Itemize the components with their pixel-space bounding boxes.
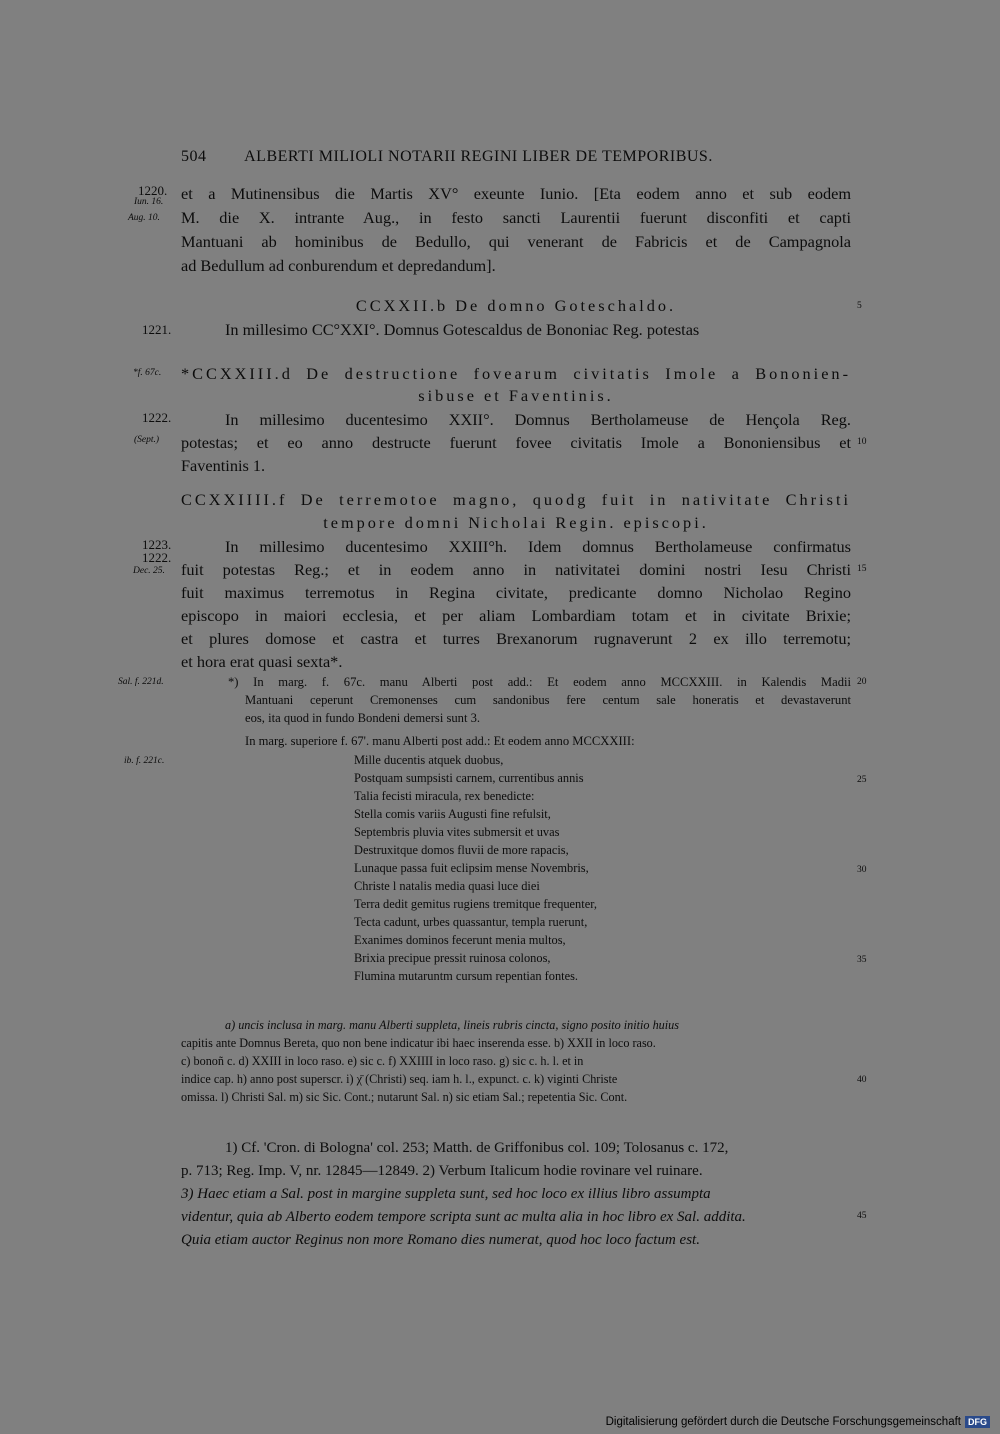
line-number: 45 [857,1211,867,1221]
verse-line: Terra dedit gemitus rugiens tremitque frequenter, [354,897,597,911]
chapter-heading: *CCXXIII.d De destructione fovearum civitatis Imole a Bononien- [181,364,851,383]
dfg-credit-text: Digitalisierung gefördert durch die Deutsche Forschungsgemeinschaft [605,1416,961,1428]
verse-line: Destruxitque domos fluvii de more rapacis, [354,843,569,857]
apparatus-line: capitis ante Domnus Bereta, quo non bene indicatur ibi haec inserenda esse. b) XXII in loco raso. [181,1036,656,1050]
note-line: eos, ita quod in fundo Bondeni demersi sunt 3. [245,711,481,725]
apparatus-line: c) bonoñ c. d) XXIII in loco raso. e) sic c. f) XXIIII in loco raso. g) sic c. h. l. et in [181,1054,584,1068]
text-line: potestas; et eo anno destructe fuerunt fovee civitatis Imole a Bononiensibus et [181,433,851,452]
margin-year: 1222. [142,550,172,565]
line-number: 10 [857,437,867,447]
chapter-heading: CCXXII.b De domno Goteschaldo. [355,296,677,315]
footnote-line: videntur, quia ab Alberto eodem tempore scripta sunt ac multa alia in hoc libro ex Sal. addita. [181,1209,746,1225]
apparatus-line: omissa. l) Christi Sal. m) sic Sic. Cont.; nutarunt Sal. n) sic etiam Sal.; repetentia Sic. Cont. [181,1090,628,1104]
running-header [181,148,713,166]
line-number: 40 [857,1075,867,1085]
verse-line: Flumina mutaruntm cursum repentian fontes. [354,969,579,983]
text-line: episcopo in maiori ecclesia, et per aliam Lombardiam totam et in civitate Brixie; [181,606,851,625]
margin-date: Iun. 16. [134,197,164,207]
text-line: In millesimo ducentesimo XXII°. Domnus Bertholameuse de Hençola Reg. [225,410,851,429]
text-line: fuit maximus terremotus in Regina civitate, predicante domno Nicholao Regino [181,583,851,602]
margin-date: (Sept.) [134,435,160,445]
text-line: Mantuani ab hominibus de Bedullo, qui venerant de Fabricis et de Campagnola [181,232,851,251]
margin-source: ib. f. 221c. [124,756,165,766]
chapter-heading: tempore domni Nicholai Regin. episcopi. [323,513,709,532]
verse-line: Exanimes dominos fecerunt menia multos, [354,933,566,947]
margin-source: Sal. f. 221d. [118,677,164,687]
dfg-credit [606,1416,990,1428]
margin-year: 1222. [142,410,172,425]
text-line: M. die X. intrante Aug., in festo sancti Laurentii fuerunt disconfiti et capti [181,208,851,227]
chapter-heading: CCXXIIII.f De terremotoe magno, quodg fuit in nativitate Christi [181,490,851,509]
text-line: Faventinis 1. [181,456,266,475]
line-number: 30 [857,865,867,875]
verse-line: Christe l natalis media quasi luce diei [354,879,540,893]
margin-date: Dec. 25. [133,566,165,576]
line-number: 35 [857,955,867,965]
line-number: 20 [857,677,867,687]
margin-folio: *f. 67c. [133,368,162,378]
text-line: et a Mutinensibus die Martis XV° exeunte Iunio. [Eta eodem anno et sub eodem [181,184,851,203]
margin-year: 1220. [138,183,168,198]
margin-year: 1221. [142,322,172,337]
dfg-logo-icon: DFG [965,1416,990,1428]
text-line: fuit potestas Reg.; et in eodem anno in nativitatei domini nostri Iesu Christi [181,560,851,579]
verse-line: Mille ducentis atquek duobus, [354,753,504,767]
footnote-line: 1) Cf. 'Cron. di Bologna' col. 253; Matth. de Griffonibus col. 109; Tolosanus c. 172, [225,1140,729,1156]
verse-line: Postquam sumpsisti carnem, currentibus annis [354,771,584,785]
verse-line: Brixia precipue pressit ruinosa colonos, [354,951,551,965]
text-line: In millesimo CC°XXI°. Domnus Gotescaldus de Bononiac Reg. potestas [225,320,700,339]
margin-date: Aug. 10. [128,213,160,223]
verse-line: Septembris pluvia vites submersit et uvas [354,825,560,839]
verse-line: Tecta cadunt, urbes quassantur, templa ruerunt, [354,915,588,929]
text-line: In millesimo ducentesimo XXIII°h. Idem domnus Bertholameuse confirmatus [225,537,851,556]
text-line: et plures domose et castra et turres Brexanorum rugnaverunt 2 ex illo terremotu; [181,629,851,648]
text-line: ad Bedullum ad conburendum et depredandum]. [181,256,496,275]
line-number: 5 [857,301,862,311]
line-number: 15 [857,564,867,574]
text-line: et hora erat quasi sexta*. [181,652,343,671]
footnote-line: Quia etiam auctor Reginus non more Romano dies numerat, quod hoc loco factum est. [181,1232,700,1248]
running-title: ALBERTI MILIOLI NOTARII REGINI LIBER DE TEMPORIBUS. [244,148,713,165]
verse-line: Talia fecisti miracula, rex benedicte: [354,789,535,803]
apparatus-line: a) uncis inclusa in marg. manu Alberti suppleta, lineis rubris cincta, signo posito initio huius [225,1018,679,1032]
note-line: In marg. superiore f. 67'. manu Alberti post add.: Et eodem anno MCCXXIII: [245,734,635,748]
page-number: 504 [181,148,207,165]
apparatus-line: indice cap. h) anno post superscr. i) χ̄ (Christi) seq. iam h. l., expunct. c. k) viginti Christe [181,1072,618,1086]
footnote-line: 3) Haec etiam a Sal. post in margine suppleta sunt, sed hoc loco ex illius libro assumpta [181,1186,711,1202]
margin-year: 1223. [142,537,172,552]
verse-line: Lunaque passa fuit eclipsim mense Novembris, [354,861,589,875]
footnote-line: p. 713; Reg. Imp. V, nr. 12845—12849. 2) Verbum Italicum hodie rovinare vel ruinare. [181,1163,703,1179]
note-line: Mantuani ceperunt Cremonenses cum sandonibus fere centum sale honeratis et devastaverunt [245,693,851,707]
note-line: *) In marg. f. 67c. manu Alberti post add.: Et eodem anno MCCXXIII. in Kalendis Madii [228,675,851,689]
chapter-heading: sibuse et Faventinis. [418,386,614,405]
verse-line: Stella comis variis Augusti fine refulsit, [354,807,551,821]
line-number: 25 [857,775,867,785]
